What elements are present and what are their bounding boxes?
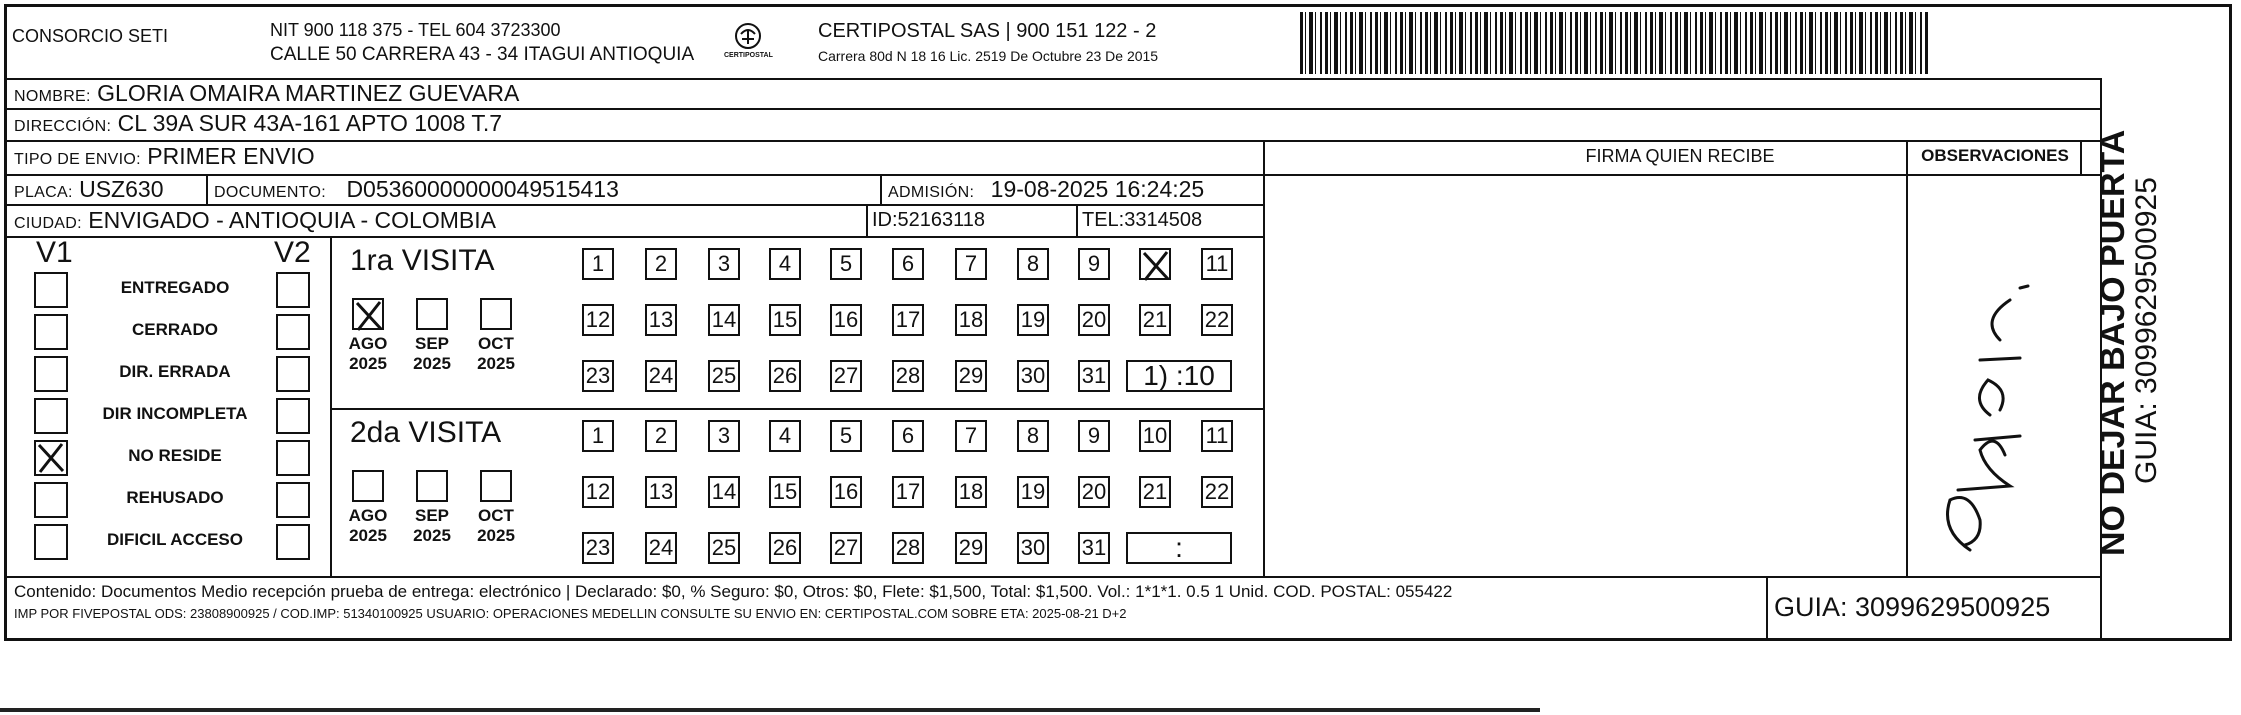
day-box[interactable]: 22 <box>1201 476 1233 508</box>
day-box[interactable]: 7 <box>955 248 987 280</box>
tipo-envio: PRIMER ENVIO <box>147 143 315 169</box>
day-box[interactable]: 31 <box>1078 532 1110 564</box>
day-box[interactable] <box>1139 248 1171 280</box>
v2-checkbox[interactable] <box>276 482 310 518</box>
status-label: REHUSADO <box>126 488 224 507</box>
divider <box>7 576 2101 578</box>
day-box[interactable]: 3 <box>708 420 740 452</box>
month-checkbox[interactable] <box>352 470 384 502</box>
month-label <box>338 334 398 374</box>
v1-checkbox[interactable] <box>34 272 68 308</box>
month-name: AGO <box>348 506 388 525</box>
day-box[interactable]: 26 <box>769 532 801 564</box>
day-box[interactable]: 25 <box>708 360 740 392</box>
nit-line: NIT 900 118 375 - TEL 604 3723300 <box>270 20 561 40</box>
v1-checkbox[interactable] <box>34 440 68 476</box>
divider <box>2080 140 2082 174</box>
v2-checkbox[interactable] <box>276 440 310 476</box>
day-box[interactable]: 20 <box>1078 476 1110 508</box>
company-name: CONSORCIO SETI <box>12 26 169 46</box>
status-label: DIFICIL ACCESO <box>106 530 243 549</box>
v1-checkbox[interactable] <box>34 356 68 392</box>
recipient-address: CL 39A SUR 43A-161 APTO 1008 T.7 <box>117 110 503 136</box>
visit-title: 2da VISITA <box>350 416 502 449</box>
day-box[interactable]: 9 <box>1078 420 1110 452</box>
day-box[interactable]: 1 <box>582 420 614 452</box>
tipo-envio-row <box>14 143 315 170</box>
month-year: 2025 <box>349 354 387 373</box>
month-year: 2025 <box>413 526 451 545</box>
day-box[interactable]: 3 <box>708 248 740 280</box>
day-box[interactable]: 31 <box>1078 360 1110 392</box>
day-box[interactable]: 1 <box>582 248 614 280</box>
month-checkbox[interactable] <box>416 298 448 330</box>
documento-value: D05360000000049515413 <box>346 176 619 202</box>
v1-checkbox[interactable] <box>34 398 68 434</box>
day-box[interactable]: 7 <box>955 420 987 452</box>
address-row <box>14 110 502 137</box>
month-label <box>402 334 462 374</box>
v2-header: V2 <box>274 236 311 269</box>
admision-value: 19-08-2025 16:24:25 <box>990 176 1205 202</box>
admision-label: ADMISIÓN: <box>888 184 975 201</box>
day-box[interactable]: 15 <box>769 476 801 508</box>
v2-checkbox[interactable] <box>276 524 310 560</box>
v1-checkbox[interactable] <box>34 482 68 518</box>
month-checkbox[interactable] <box>416 470 448 502</box>
month-checkbox[interactable] <box>352 298 384 330</box>
divider <box>1906 140 1908 576</box>
day-box[interactable]: 8 <box>1017 420 1049 452</box>
day-box[interactable]: 23 <box>582 532 614 564</box>
day-box[interactable]: 27 <box>830 532 862 564</box>
month-name: OCT <box>478 334 514 353</box>
ciudad-value: ENVIGADO - ANTIOQUIA - COLOMBIA <box>88 207 496 233</box>
placa-row <box>14 176 163 203</box>
signature-icon <box>1910 240 2080 570</box>
day-box[interactable]: 14 <box>708 476 740 508</box>
v2-checkbox[interactable] <box>276 398 310 434</box>
day-box[interactable]: 12 <box>582 304 614 336</box>
v2-checkbox[interactable] <box>276 314 310 350</box>
v1-checkbox[interactable] <box>34 524 68 560</box>
admision-row <box>888 176 1204 203</box>
footer-guia: GUIA: 3099629500925 <box>1774 592 2051 622</box>
day-box[interactable]: 29 <box>955 360 987 392</box>
day-box[interactable]: 16 <box>830 304 862 336</box>
day-box[interactable]: 6 <box>892 248 924 280</box>
day-box[interactable]: 28 <box>892 360 924 392</box>
day-box[interactable]: 9 <box>1078 248 1110 280</box>
logo-text: CERTIPOSTAL <box>724 52 773 59</box>
page-edge <box>0 708 1540 712</box>
day-box[interactable]: 28 <box>892 532 924 564</box>
day-box[interactable]: 11 <box>1201 248 1233 280</box>
month-name: SEP <box>414 506 450 525</box>
side-warning: NO DEJAR BAJO PUERTA <box>2094 129 2132 556</box>
recipient-name-row <box>14 80 519 107</box>
divider <box>206 174 208 206</box>
day-box[interactable]: 23 <box>582 360 614 392</box>
day-box[interactable]: 6 <box>892 420 924 452</box>
month-year: 2025 <box>477 354 515 373</box>
month-name: SEP <box>414 334 450 353</box>
day-box[interactable]: 18 <box>955 304 987 336</box>
company-address: CALLE 50 CARRERA 43 - 34 ITAGUI ANTIOQUIA <box>270 44 695 65</box>
day-box[interactable]: 27 <box>830 360 862 392</box>
time-box[interactable]: : <box>1126 532 1232 564</box>
day-box[interactable]: 24 <box>645 532 677 564</box>
day-box[interactable]: 18 <box>955 476 987 508</box>
day-box[interactable]: 13 <box>645 304 677 336</box>
day-box[interactable]: 2 <box>645 248 677 280</box>
id-value: ID:52163118 <box>872 209 986 231</box>
month-checkbox[interactable] <box>480 298 512 330</box>
day-box[interactable]: 29 <box>955 532 987 564</box>
day-box[interactable]: 24 <box>645 360 677 392</box>
day-box[interactable]: 19 <box>1017 304 1049 336</box>
month-year: 2025 <box>349 526 387 545</box>
tipo-label: TIPO DE ENVIO: <box>14 151 141 168</box>
divider <box>330 236 332 576</box>
month-label <box>466 334 526 374</box>
day-box[interactable]: 5 <box>830 248 862 280</box>
placa-label: PLACA: <box>14 184 73 201</box>
day-box[interactable]: 4 <box>769 420 801 452</box>
carrier-name: CERTIPOSTAL SAS | 900 151 122 - 2 <box>818 20 1157 42</box>
day-box[interactable]: 10 <box>1139 420 1171 452</box>
month-label <box>402 506 462 546</box>
certipostal-logo-icon <box>724 20 773 68</box>
day-box[interactable]: 16 <box>830 476 862 508</box>
day-box[interactable]: 17 <box>892 304 924 336</box>
direccion-label: DIRECCIÓN: <box>14 118 112 135</box>
month-checkbox[interactable] <box>480 470 512 502</box>
visit-title: 1ra VISITA <box>350 244 495 277</box>
day-box[interactable]: 14 <box>708 304 740 336</box>
day-box[interactable]: 30 <box>1017 532 1049 564</box>
v2-checkbox[interactable] <box>276 272 310 308</box>
day-box[interactable]: 21 <box>1139 304 1171 336</box>
divider <box>1076 204 1078 236</box>
ciudad-row <box>14 207 496 234</box>
status-label: CERRADO <box>132 320 218 339</box>
day-box[interactable]: 17 <box>892 476 924 508</box>
divider <box>866 204 868 236</box>
carrier-license: Carrera 80d N 18 16 Lic. 2519 De Octubre 23 De 2015 <box>818 48 1159 64</box>
footer-print-info: IMP POR FIVEPOSTAL ODS: 23808900925 / COD.IMP: 51340100925 USUARIO: OPERACIONES MEDELLIN CONSULTE SU ENVIO EN: CERTIPOSTAL.COM SOBRE ETA: 2025-08-21 D+2 <box>14 606 1127 621</box>
divider <box>7 236 1263 238</box>
day-box[interactable]: 5 <box>830 420 862 452</box>
day-box[interactable]: 11 <box>1201 420 1233 452</box>
day-box[interactable]: 15 <box>769 304 801 336</box>
v2-checkbox[interactable] <box>276 356 310 392</box>
documento-row <box>214 176 619 203</box>
side-guia: GUIA: 3099629500925 <box>2130 177 2163 484</box>
divider <box>330 408 1264 410</box>
day-box[interactable]: 12 <box>582 476 614 508</box>
month-label <box>466 506 526 546</box>
day-box[interactable]: 2 <box>645 420 677 452</box>
day-box[interactable]: 30 <box>1017 360 1049 392</box>
day-box[interactable]: 21 <box>1139 476 1171 508</box>
day-box[interactable]: 4 <box>769 248 801 280</box>
documento-label: DOCUMENTO: <box>214 184 327 201</box>
month-label <box>338 506 398 546</box>
status-label: DIR INCOMPLETA <box>102 404 248 423</box>
tel-value: TEL:3314508 <box>1082 209 1203 231</box>
day-box[interactable]: 22 <box>1201 304 1233 336</box>
divider <box>7 204 1263 206</box>
barcode <box>1300 12 1928 74</box>
divider <box>1766 576 1768 638</box>
day-box[interactable]: 20 <box>1078 304 1110 336</box>
divider <box>1263 140 1265 576</box>
nombre-label: NOMBRE: <box>14 88 91 105</box>
day-box[interactable]: 26 <box>769 360 801 392</box>
footer-contents: Contenido: Documentos Medio recepción prueba de entrega: electrónico | Declarado: $0, % Seguro: $0, Otros: $0, Flete: $1,500, Total: $1,500. Vol.: 1*1*1. 0.5 1 Unid. COD. POSTAL: 055422 <box>14 582 1453 601</box>
day-box[interactable]: 19 <box>1017 476 1049 508</box>
firma-header: FIRMA QUIEN RECIBE <box>1585 146 1775 166</box>
status-label: NO RESIDE <box>128 446 222 465</box>
status-label: DIR. ERRADA <box>119 362 231 381</box>
month-year: 2025 <box>413 354 451 373</box>
time-box[interactable]: 1) :10 <box>1126 360 1232 392</box>
placa-value: USZ630 <box>79 176 164 202</box>
observaciones-header: OBSERVACIONES <box>1921 146 2069 165</box>
day-box[interactable]: 13 <box>645 476 677 508</box>
month-name: OCT <box>478 506 514 525</box>
recipient-name: GLORIA OMAIRA MARTINEZ GUEVARA <box>97 80 520 106</box>
v1-header: V1 <box>36 236 73 269</box>
status-label: ENTREGADO <box>120 278 230 297</box>
v1-checkbox[interactable] <box>34 314 68 350</box>
month-year: 2025 <box>477 526 515 545</box>
day-box[interactable]: 8 <box>1017 248 1049 280</box>
day-box[interactable]: 25 <box>708 532 740 564</box>
ciudad-label: CIUDAD: <box>14 215 82 232</box>
divider <box>880 174 882 206</box>
month-name: AGO <box>348 334 388 353</box>
divider <box>7 140 2101 142</box>
